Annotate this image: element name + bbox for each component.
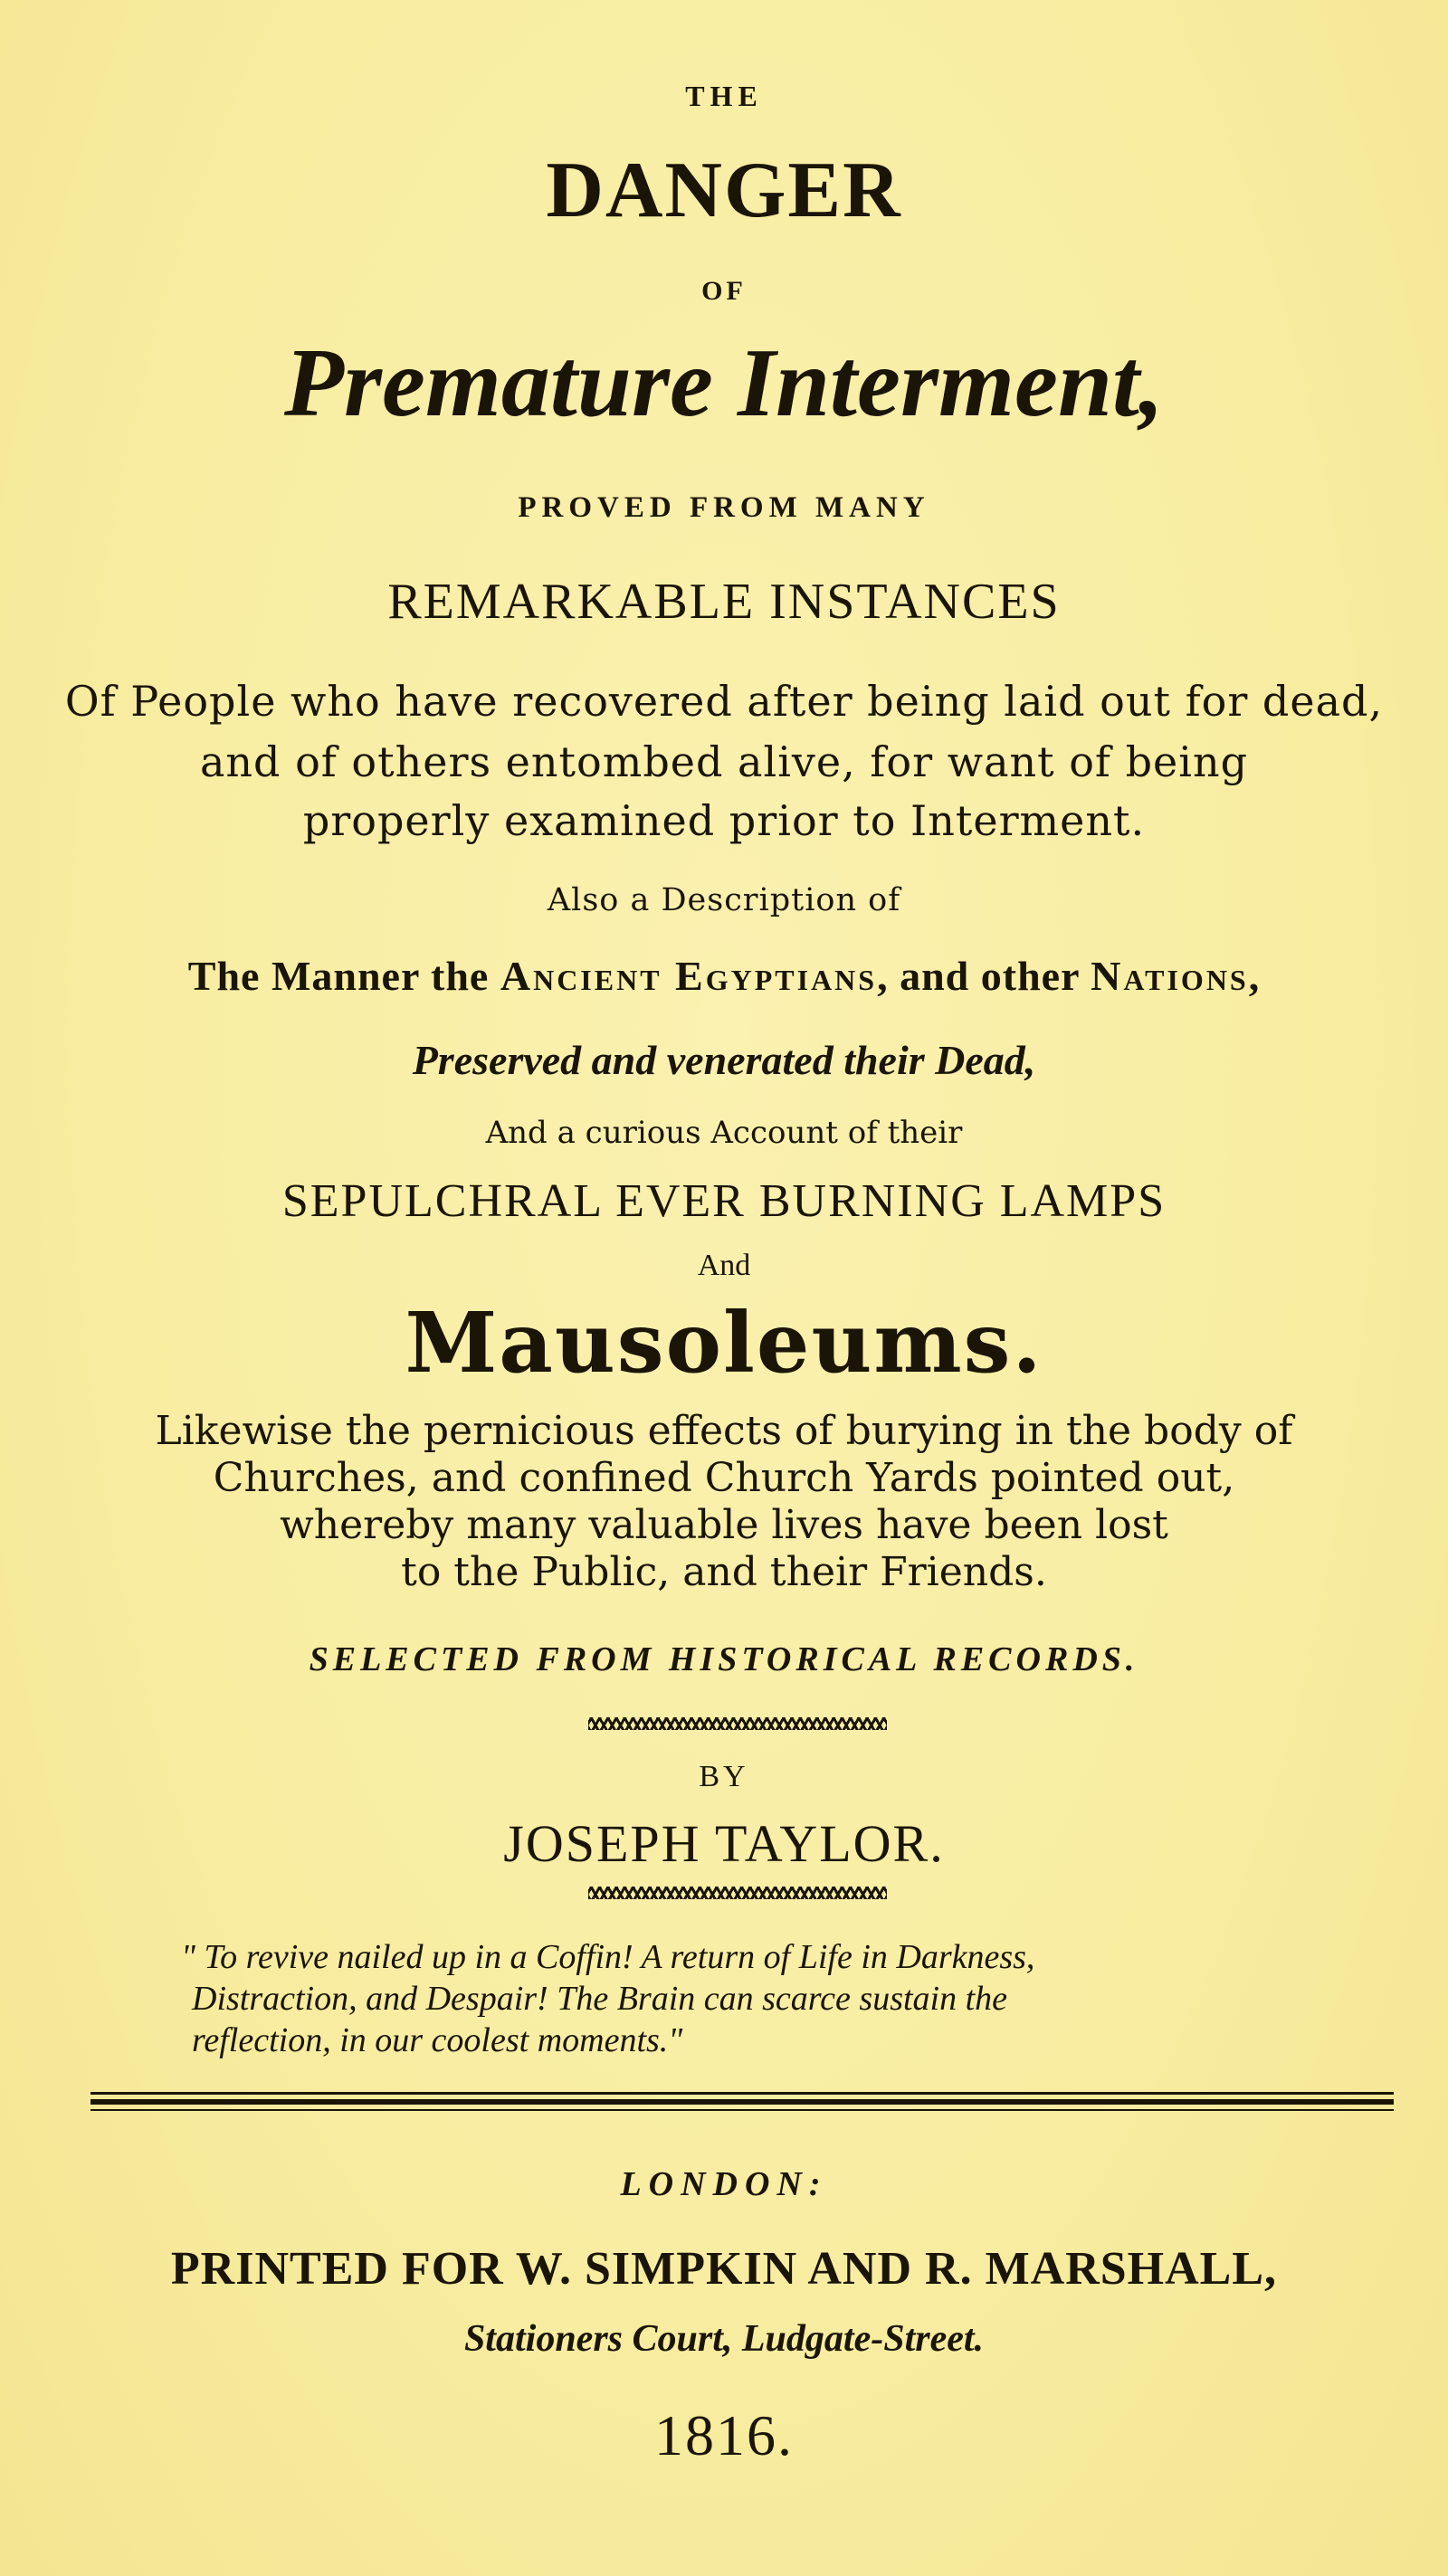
quote-line-3: reflection, in our coolest moments." <box>192 2021 683 2059</box>
curious-account: And a curious Account of their <box>485 1115 963 1151</box>
title-of: OF <box>701 276 747 306</box>
imprint-city: LONDON: <box>620 2165 828 2203</box>
title-premature-interment: Premature Interment, <box>283 329 1165 437</box>
description-line-2: and of others entombed alive, for want of being <box>199 737 1249 786</box>
manner-line <box>0 952 1448 1000</box>
imprint-year: 1816. <box>654 2403 794 2467</box>
manner-pre: The Manner the <box>187 953 500 999</box>
imprint-address: Stationers Court, Ludgate-Street. <box>463 2318 985 2360</box>
ornament-divider-bottom <box>588 1887 887 1899</box>
likewise-line-2: Churches, and confined Church Yards pointed out, <box>213 1455 1235 1501</box>
preserved-line: Preserved and venerated their Dead, <box>412 1037 1036 1083</box>
likewise-line-3: whereby many valuable lives have been lost <box>280 1502 1168 1548</box>
manner-nations: Nations <box>1091 953 1249 999</box>
divider-rule-thick <box>90 2099 1394 2105</box>
header-the: THE <box>685 80 763 112</box>
quote-line-1: " To revive nailed up in a Coffin! A return of Life in Darkness, <box>181 1938 1035 1976</box>
sepulchral-lamps: SEPULCHRAL EVER BURNING LAMPS <box>281 1175 1167 1227</box>
by-word: BY <box>699 1760 749 1793</box>
title-danger: DANGER <box>546 147 902 234</box>
quote-line-2: Distraction, and Despair! The Brain can scarce sustain the <box>192 1980 1008 2018</box>
ornament-divider-top <box>588 1717 887 1730</box>
description-line-1: Of People who have recovered after being laid out for dead, <box>64 677 1384 726</box>
likewise-line-1: Likewise the pernicious effects of burying in the body of <box>155 1408 1293 1454</box>
manner-ancient: Ancient Egyptians <box>500 953 878 999</box>
divider-rule-thin-top <box>90 2092 1394 2095</box>
subtitle-proved: PROVED FROM MANY <box>518 491 930 524</box>
description-line-3: properly examined prior to Interment. <box>302 796 1146 845</box>
selected-records: SELECTED FROM HISTORICAL RECORDS. <box>309 1640 1139 1678</box>
divider-rule-thin-bottom <box>90 2109 1394 2111</box>
likewise-line-4: to the Public, and their Friends. <box>401 1549 1047 1595</box>
manner-end: , <box>1248 953 1261 999</box>
author-name: JOSEPH TAYLOR. <box>503 1814 945 1873</box>
and-word: And <box>697 1249 751 1282</box>
imprint-printers: PRINTED FOR W. SIMPKIN AND R. MARSHALL, <box>170 2243 1278 2295</box>
epigraph-quote <box>181 1936 1358 2061</box>
subtitle-remarkable: REMARKABLE INSTANCES <box>387 574 1061 630</box>
mausoleums-blackletter: Mausoleums. <box>405 1294 1043 1392</box>
also-description: Also a Description of <box>547 882 901 918</box>
manner-mid: , and other <box>877 953 1091 999</box>
